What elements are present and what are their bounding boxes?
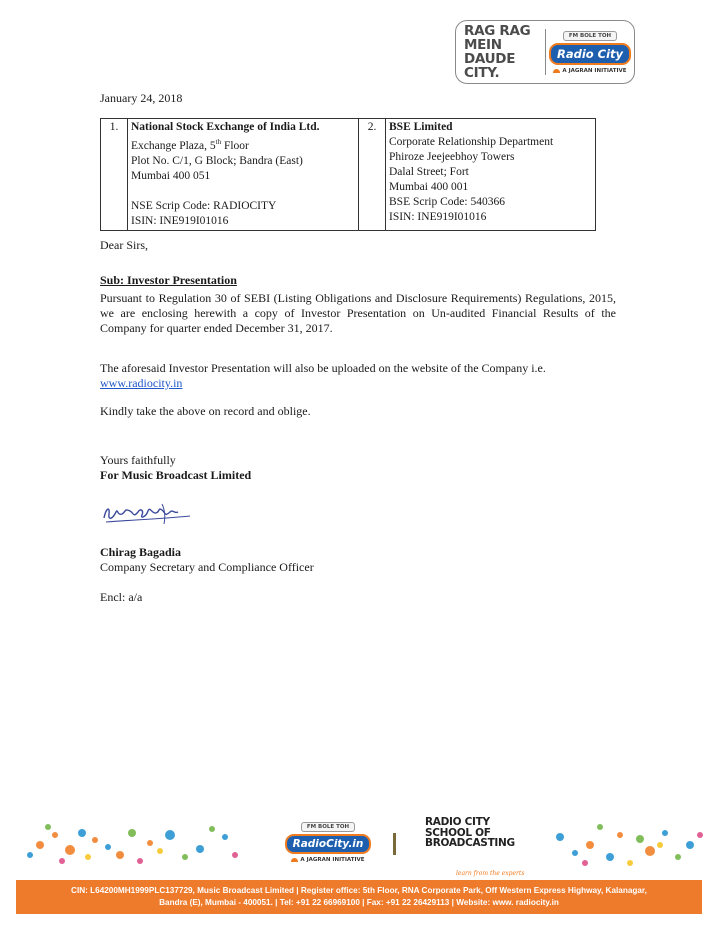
addressee-number: 1. <box>101 119 128 231</box>
addressee-name: National Stock Exchange of India Ltd. <box>131 121 320 133</box>
address-line: Corporate Relationship Department <box>389 136 554 148</box>
address-line: Exchange Plaza, 5th Floor <box>131 138 249 152</box>
record-line: Kindly take the above on record and oblige. <box>100 404 311 418</box>
isin-code: ISIN: INE919I01016 <box>389 211 487 223</box>
footer-fm-badge: FM BOLE TOH <box>301 822 355 832</box>
body-paragraph-2-text: The aforesaid Investor Presentation will also be uploaded on the website of the Company i.e. <box>100 361 546 375</box>
footer-school-tagline: learn from the experts <box>456 870 525 877</box>
address-line: Dalal Street; Fort <box>389 166 469 178</box>
footer-radiocity-brand: RadioCity.in <box>285 834 372 854</box>
closing: Yours faithfully <box>100 453 176 467</box>
isin-code: ISIN: INE919I01016 <box>131 214 229 227</box>
scrip-code: BSE Scrip Code: 540366 <box>389 196 505 208</box>
body-paragraph-1: Pursuant to Regulation 30 of SEBI (Listing Obligations and Disclosure Requirements) Regulations, 2015, we are enclosing herewith a copy of Investor Presentation on Un-audited Financial Results of the Company for quarter ended December 31, 2017. <box>100 291 616 335</box>
footer-line-2: Bandra (E), Mumbai - 400051. | Tel: +91 22 66969100 | Fax: +91 22 26429113 | Website: www. radiocity.in <box>159 898 559 907</box>
logo-radio-city: Radio City <box>549 43 631 65</box>
logo-jagran <box>553 68 626 74</box>
company-name: For Music Broadcast Limited <box>100 468 252 482</box>
logo-brand-block <box>552 31 628 74</box>
footer-logo-radiocity <box>272 822 384 872</box>
footer-logo-divider <box>393 833 396 855</box>
subject-line: Sub: Investor Presentation <box>100 273 237 287</box>
logo-tagline: RAG RAG MEIN DAUDE CITY. <box>464 23 531 81</box>
website-link[interactable]: www.radiocity.in <box>100 376 183 390</box>
footer-jagran-text: A JAGRAN INITIATIVE <box>300 857 365 863</box>
logo-fm-badge: FM BOLE TOH <box>563 31 617 41</box>
address-line: Plot No. C/1, G Block; Bandra (East) <box>131 154 303 167</box>
addressee-number: 2. <box>359 119 386 231</box>
logo-divider <box>545 29 546 75</box>
footer-jagran <box>291 857 364 863</box>
addressee-table <box>100 118 596 231</box>
logo-jagran-text: A JAGRAN INITIATIVE <box>562 67 627 74</box>
letter-date: January 24, 2018 <box>100 91 183 105</box>
signatory-title: Company Secretary and Compliance Officer <box>100 560 314 574</box>
addressee-bse <box>386 119 596 231</box>
address-line: Mumbai 400 051 <box>131 169 211 182</box>
header-logo <box>455 20 635 84</box>
signature <box>100 498 200 528</box>
scrip-code: NSE Scrip Code: RADIOCITY <box>131 199 277 212</box>
address-line: Phiroze Jeejeebhoy Towers <box>389 151 515 163</box>
addressee-nse <box>128 119 359 231</box>
addressee-name: BSE Limited <box>389 121 453 133</box>
address-line: Mumbai 400 001 <box>389 181 469 193</box>
body-paragraph-2 <box>100 361 616 391</box>
enclosure: Encl: a/a <box>100 590 143 604</box>
footer-info-bar <box>16 880 702 914</box>
salutation: Dear Sirs, <box>100 238 148 252</box>
sun-icon <box>291 858 298 862</box>
footer-school-logo: RADIO CITY SCHOOL OF BROADCASTING <box>425 816 515 849</box>
footer-line-1: CIN: L64200MH1999PLC137729, Music Broadcast Limited | Register office: 5th Floor, RNA Corporate Park, Off Western Express Highway, Kalanagar, <box>71 886 647 895</box>
signatory-name: Chirag Bagadia <box>100 545 182 559</box>
sun-icon <box>553 69 560 73</box>
